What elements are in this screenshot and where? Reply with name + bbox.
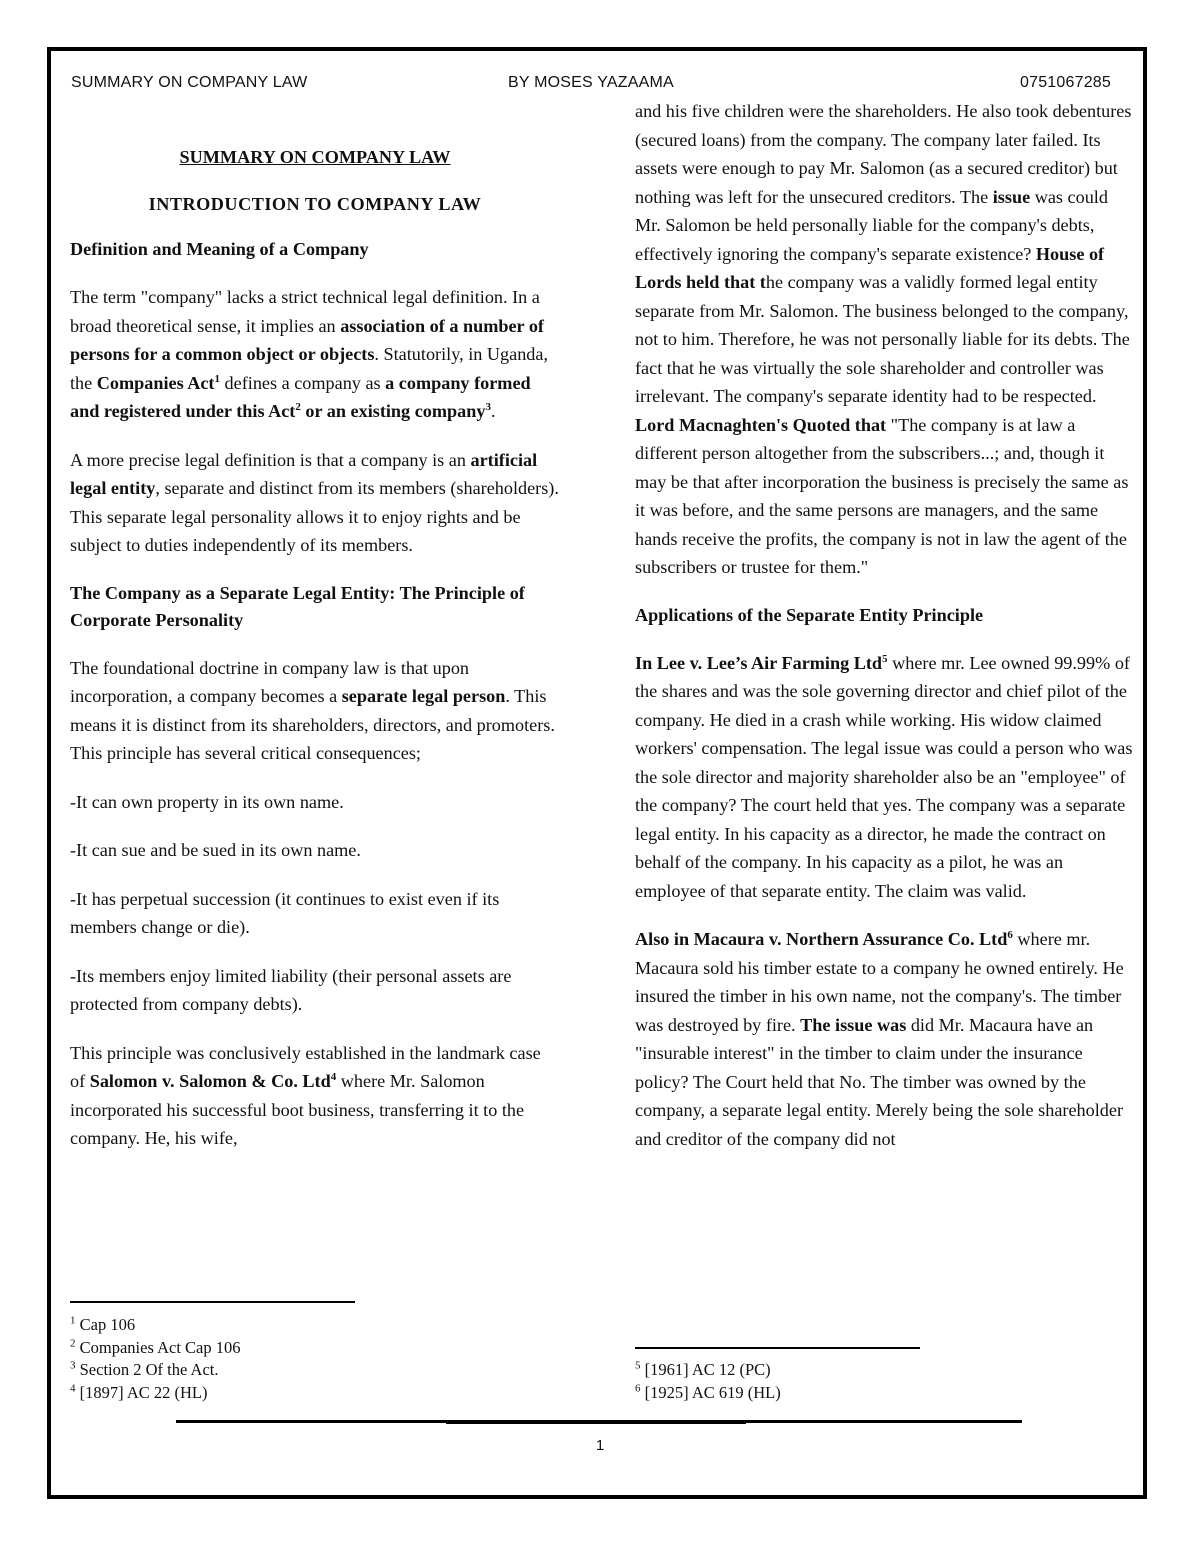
section-title: INTRODUCTION TO COMPANY LAW xyxy=(148,193,482,214)
footnote: $^3$ Section 2 Of the Act. xyxy=(70,1359,219,1379)
footer-rule xyxy=(176,1420,1022,1423)
footnote: $^6$ [1925] AC 619 (HL) xyxy=(635,1382,781,1402)
paragraph-lee: In Lee v. Lee’s Air Farming Ltd$^5$ where mr. Lee owned 99.99% of the shares and was the sole governing director and chief pilot of the company. He died in a crash while working. His widow claimed workers' compensation. The legal issue was could a person who was the sole director and majority shareholder also be an "employee" of the company? The court held that yes. The company was a separate legal entity. In his capacity as a director, he made the contract on behalf of the company. In his capacity as a pilot, he was an employee of that separate entity. The claim was valid. xyxy=(635,652,1133,901)
footnote: $^1$ Cap 106 xyxy=(70,1314,136,1334)
heading-applications: Applications of the Separate Entity Principle xyxy=(635,604,984,625)
footnote-ref-4[interactable]: 4 xyxy=(330,1070,337,1083)
footnotes-right xyxy=(635,1359,1115,1404)
footnote-ref-6[interactable]: 6 xyxy=(1007,928,1013,941)
document-title: SUMMARY ON COMPANY LAW xyxy=(179,147,451,167)
paragraph-salomon: This principle was conclusively established in the landmark case of Salomon v. Salomon & Co. Ltd$^4$ where Mr. Salomon incorporated his successful boot business, transferring it to the company. He, his wife, xyxy=(70,1042,541,1148)
left-column xyxy=(70,143,560,1173)
list-item: -Its members enjoy limited liability (their personal assets are protected from company debts). xyxy=(70,965,512,1014)
paragraph-definition: The term "company" lacks a strict technical legal definition. In a broad theoretical sense, it implies an association of a number of persons for a common object or objects. Statutorily, in Uganda, the Companies Act$^1$ defines a company as a company formed and registered under this Act$^2$ or an existing company$^3$. xyxy=(70,287,549,421)
footnote-ref-3[interactable]: 3 xyxy=(485,400,491,413)
footnote-ref-2[interactable]: 2 xyxy=(295,400,301,413)
page-number: 1 xyxy=(595,1437,605,1454)
footnote: $^2$ Companies Act Cap 106 xyxy=(70,1337,241,1357)
paragraph-doctrine: The foundational doctrine in company law is that upon incorporation, a company becomes a separate legal person. This means it is distinct from its shareholders, directors, and promoters. This principle has several critical consequences; xyxy=(70,657,555,763)
header-right: 0751067285 xyxy=(1020,74,1111,91)
footnote-separator xyxy=(635,1347,920,1349)
paragraph-macaura: Also in Macaura v. Northern Assurance Co. Ltd$^6$ where mr. Macaura sold his timber estate to a company he owned entirely. He insured the timber in his own name, not the company's. The timber was destroyed by fire. The issue was did Mr. Macaura have an "insurable interest" in the timber to claim under the insurance policy? The Court held that No. The timber was owned by the company, a separate legal entity. Merely being the sole shareholder and creditor of the company did not xyxy=(635,928,1124,1149)
paragraph-salomon-continued: and his five children were the shareholders. He also took debentures (secured loans) from the company. The company later failed. Its assets were enough to pay Mr. Salomon (as a secured creditor) but nothing was left for the unsecured creditors. The issue was could Mr. Salomon be held personally liable for the company's debts, effectively ignoring the company's separate existence? House of Lords held that the company was a validly formed legal entity separate from Mr. Salomon. The business belonged to the company, not to him. Therefore, he was not personally liable for its debts. The fact that he was virtually the sole shareholder and controller was irrelevant. The company's separate identity had to be respected. Lord Macnaghten's Quoted that "The company is at law a different person altogether from the subscribers...; and, though it may be that after incorporation the business is precisely the same as it was before, and the same persons are managers, and the same hands receive the profits, the company is not in law the agent of the subscribers or trustee for them." xyxy=(635,101,1132,577)
footnote-ref-5[interactable]: 5 xyxy=(882,652,888,665)
footnote-ref-1[interactable]: 1 xyxy=(214,372,220,385)
footnotes-left xyxy=(70,1314,550,1404)
footnote-separator xyxy=(70,1301,355,1303)
heading-separate-entity: The Company as a Separate Legal Entity: The Principle of Corporate Personality xyxy=(70,582,525,630)
list-item: -It can own property in its own name. xyxy=(70,791,344,812)
heading-definition: Definition and Meaning of a Company xyxy=(70,239,369,259)
list-item: -It has perpetual succession (it continues to exist even if its members change or die). xyxy=(70,888,500,937)
header-left: SUMMARY ON COMPANY LAW xyxy=(71,74,308,91)
footnote: $^5$ [1961] AC 12 (PC) xyxy=(635,1359,771,1379)
list-item: -It can sue and be sued in its own name. xyxy=(70,840,361,860)
footnote: $^4$ [1897] AC 22 (HL) xyxy=(70,1382,208,1402)
right-column xyxy=(635,97,1133,1173)
paragraph-legal-definition: A more precise legal definition is that a company is an artificial legal entity, separate and distinct from its members (shareholders). This separate legal personality allows it to enjoy rights and be subject to duties independently of its members. xyxy=(70,449,559,555)
header-center: BY MOSES YAZAAMA xyxy=(508,74,674,91)
